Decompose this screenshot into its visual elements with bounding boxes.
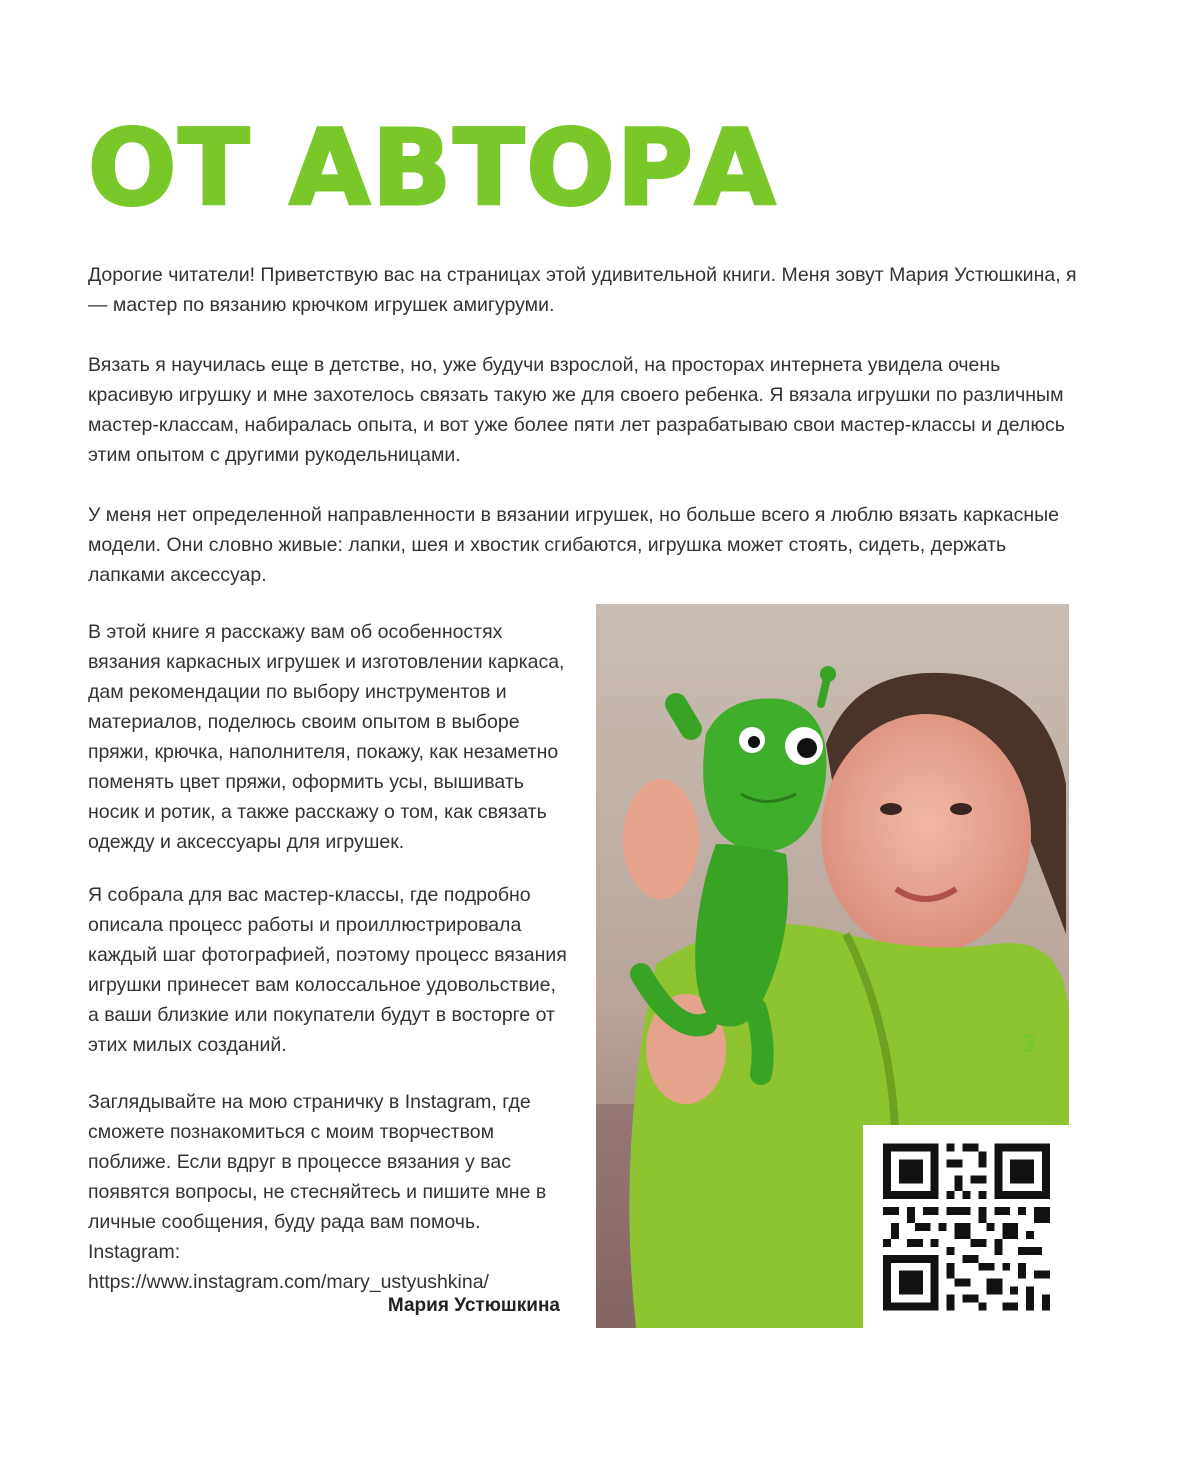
page-number: 3	[1020, 1030, 1037, 1058]
paragraph-learning: Вязать я научилась еще в детстве, но, уже будучи взрослой, на просторах интернета увидела очень красивую игрушку и мне захотелось связать такую же для своего ребенка. Я вязала игрушки по различным мастер-классам, набиралась опыта, и вот уже более пяти лет разрабатываю свои мастер-классы и делюсь этим опытом с другими рукодельницами.	[88, 354, 1065, 466]
page-title: ОТ АВТОРА	[88, 107, 778, 229]
intro-paragraph: Дорогие читатели! Приветствую вас на страницах этой удивительной книги. Меня зовут Мария Устюшкина, я — мастер по вязанию крючком игрушек амигуруми.	[88, 264, 1077, 316]
qr-code[interactable]	[863, 1125, 1070, 1330]
paragraph-book-content: В этой книге я расскажу вам об особенностях вязания каркасных игрушек и изготовлении каркаса, дам рекомендации по выбору инструментов и материалов, поделюсь своим опытом в выборе пряжи, крючка, наполнителя, покажу, как незаметно поменять цвет пряжи, оформить усы, вышивать носик и ротик, а также расскажу о том, как связать одежду и аксессуары для игрушек.	[88, 621, 565, 853]
paragraph-frame-models: У меня нет определенной направленности в вязании игрушек, но больше всего я люблю вязать каркасные модели. Они словно живые: лапки, шея и хвостик сгибаются, игрушка может стоять, сидеть, держать лапками аксессуар.	[88, 504, 1059, 586]
qr-code-icon	[883, 1143, 1050, 1311]
author-signature: Мария Устюшкина	[387, 1295, 560, 1316]
paragraph-master-classes: Я собрала для вас мастер-классы, где подробно описала процесс работы и проиллюстрировала каждый шаг фотографией, поэтому процесс вязания игрушки принесет вам колоссальное удовольствие, а ваши близкие или покупатели будут в восторге от этих милых созданий.	[88, 884, 567, 1056]
paragraph-instagram: Заглядывайте на мою страничку в Instagram, где сможете познакомиться с моим творчеством поближе. Если вдруг в процессе вязания у вас появятся вопросы, не стесняйтесь и пишите мне в личные сообщения, буду рада вам помочь. Instagram: https://www.instagram.com/mary_ustyushkina/	[88, 1091, 547, 1293]
